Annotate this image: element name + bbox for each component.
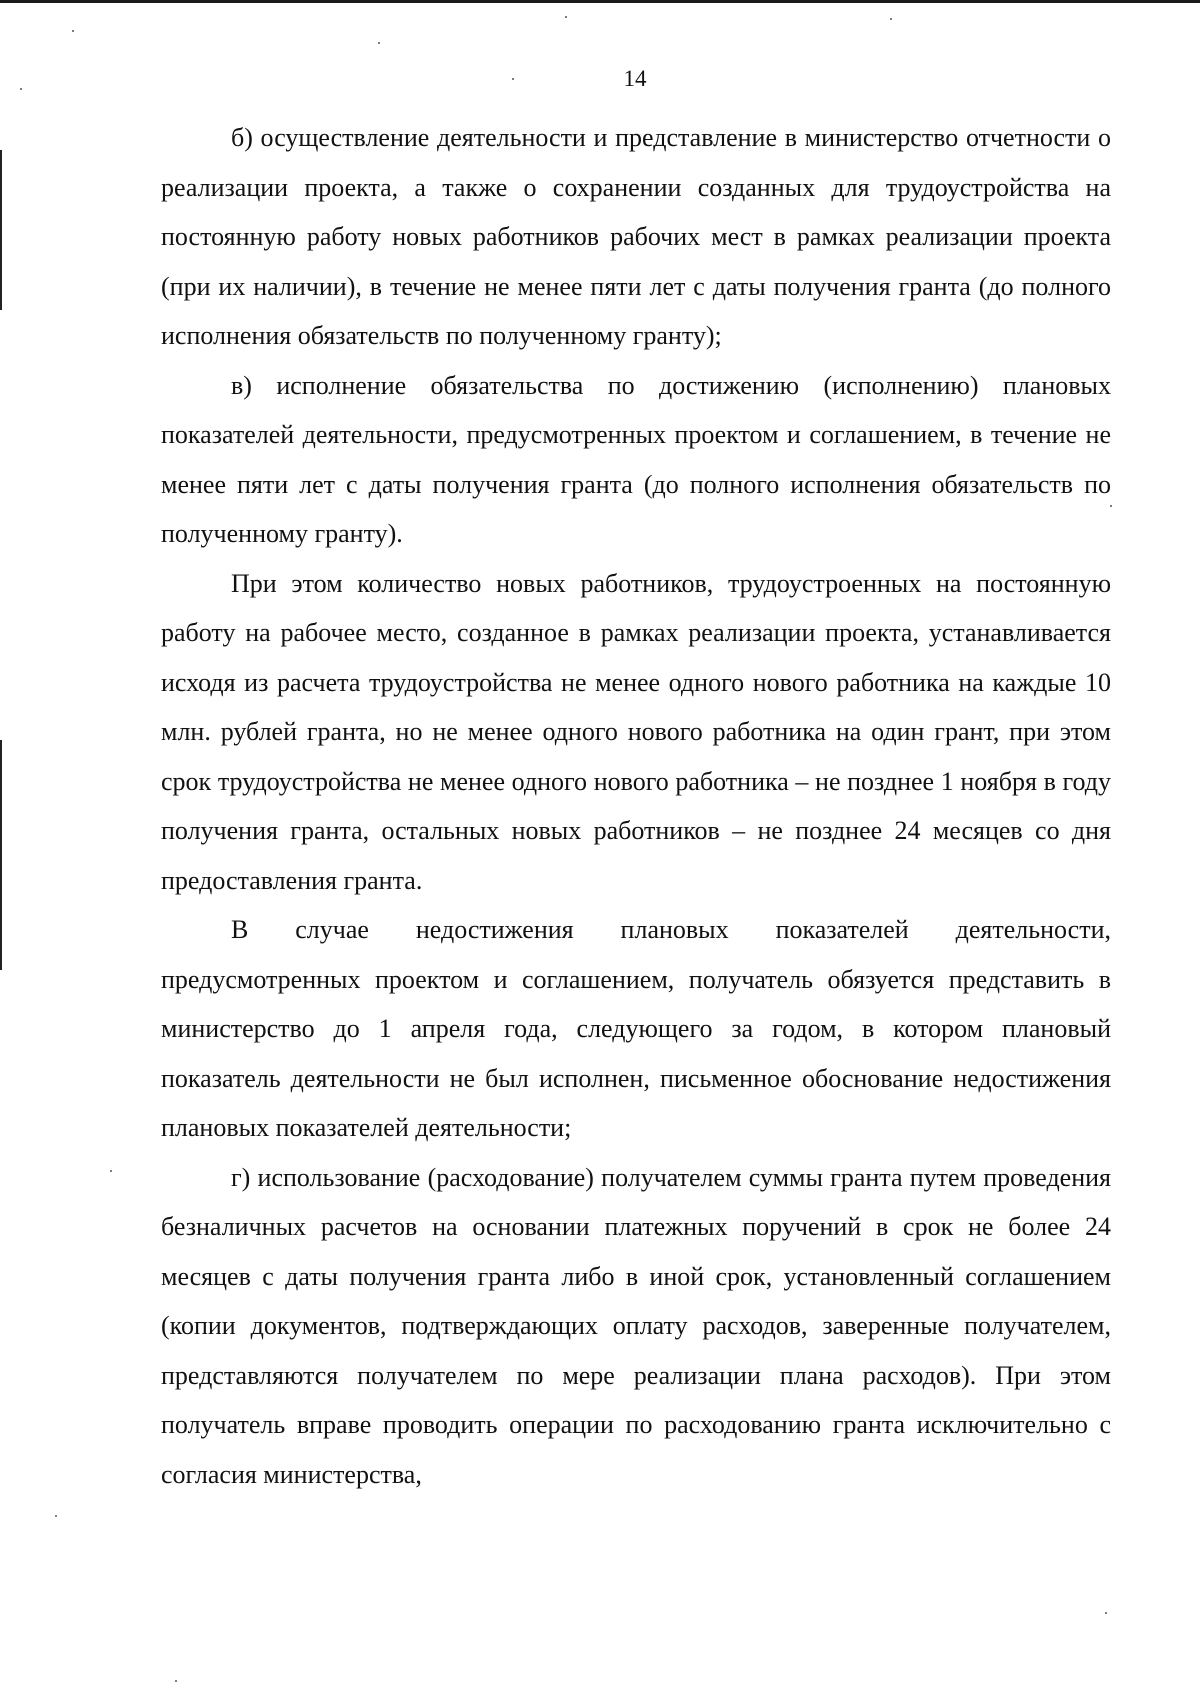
scan-speck: [378, 42, 380, 44]
paragraph-new-workers: При этом количество новых работников, трудоустроенных на постоянную работу на рабочее место, созданное в рамках реализации проекта, устанавливается исходя из расчета трудоустройства не менее одного нового работника на каждые 10 млн. рублей гранта, но не менее одного нового работника на один грант, при этом срок трудоустройства не менее одного нового работника – не позднее 1 ноября в году получения гранта, остальных новых работников – не позднее 24 месяцев со дня предоставления гранта.: [161, 568, 1111, 895]
scan-top-edge: [0, 0, 1200, 3]
paragraph-non-achievement: В случае недостижения плановых показателей деятельности, предусмотренных проектом и соглашением, получатель обязуется представить в министерство до 1 апреля года, следующего за годом, в котором плановый показатель деятельности не был исполнен, письменное обоснование недостижения плановых показателей деятельности;: [161, 915, 1111, 1142]
page-number: 14: [623, 66, 647, 91]
paragraph-g: г) использование (расходование) получателем суммы гранта путем проведения безналичных расчетов на основании платежных поручений в срок не более 24 месяцев с даты получения гранта либо в иной срок, установленный соглашением (копии документов, подтверждающих оплату расходов, заверенные получателем, представляются получателем по мере реализации плана расходов). При этом получатель вправе проводить операции по расходованию гранта исключительно с согласия министерства,: [161, 1162, 1111, 1489]
document-body: [161, 113, 1111, 1499]
scan-speck: [890, 18, 892, 20]
scan-speck: [175, 1680, 177, 1682]
scan-left-edge: [0, 150, 2, 310]
paragraph-v: в) исполнение обязательства по достижению (исполнению) плановых показателей деятельности, предусмотренных проектом и соглашением, в течение не менее пяти лет с даты получения гранта (до полного исполнения обязательств по полученному гранту).: [161, 370, 1111, 548]
scan-speck: [110, 1170, 112, 1172]
paragraph-b: б) осуществление деятельности и представление в министерство отчетности о реализации проекта, а также о сохранении созданных для трудоустройства на постоянную работу новых работников рабочих мест в рамках реализации проекта (при их наличии), в течение не менее пяти лет с даты получения гранта (до полного исполнения обязательств по полученному гранту);: [161, 123, 1111, 350]
scan-speck: [55, 1515, 57, 1517]
scan-speck: [565, 16, 567, 18]
scan-speck: [1105, 1612, 1107, 1614]
scan-speck: [72, 30, 74, 32]
scan-left-edge: [0, 740, 2, 970]
